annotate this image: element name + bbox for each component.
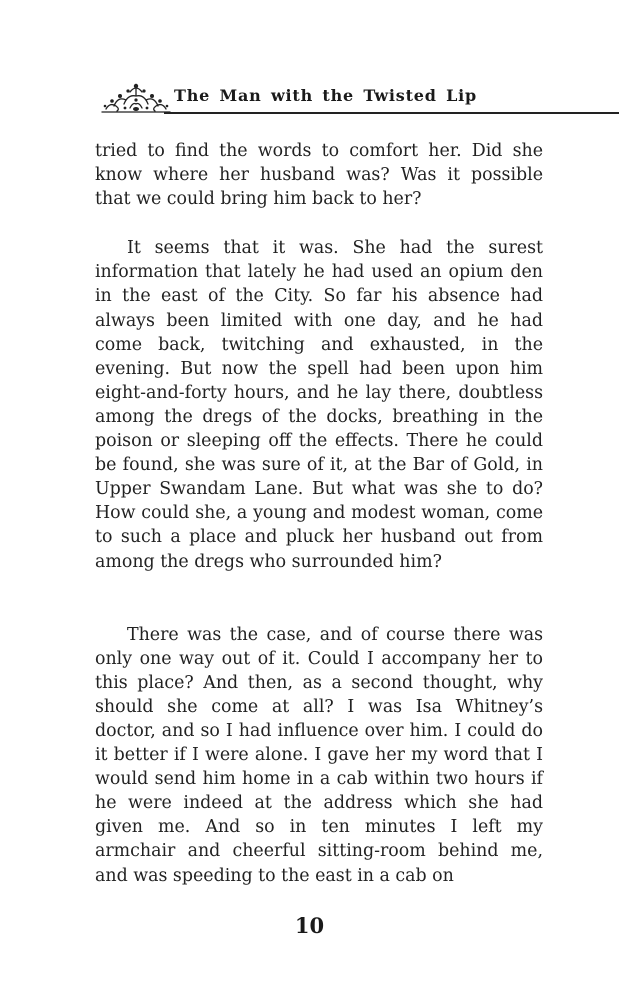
paragraph-3: There was the case, and of course there was only one way out of it. Could I accompany her to this place? And then, as a second thought, why should she come at all? I was Isa Whitney’s doctor, and so I had influence over him. I could do it better if I were alone. I gave her my word that I would send him home in a cab within two hours if he were indeed at the address which she had given me. And so in ten minutes I left my armchair and cheerful sitting-room behind me, and was speeding to the east in a cab on <box>95 624 543 886</box>
floral-ornament-icon <box>100 82 172 116</box>
page-number: 10 <box>294 913 325 938</box>
header-rule <box>164 112 619 114</box>
paragraph-gap <box>95 211 543 236</box>
paragraph-1: tried to find the words to comfort her. Did she know where her husband was? Was it possible that we could bring him back to her? <box>95 141 543 210</box>
page-body <box>95 139 543 888</box>
paragraph-gap <box>95 574 543 623</box>
running-header <box>100 82 619 116</box>
running-title: The Man with the Twisted Lip <box>174 86 478 105</box>
paragraph-2: It seems that it was. She had the surest information that lately he had used an opium den in the east of the City. So far his absence had always been limited with one day, and he had come back, twitching and exhausted, in the evening. But now the spell had been upon him eight-and-forty hours, and he lay there, doubtless among the dregs of the docks, breathing in the poison or sleeping off the effects. There he could be found, she was sure of it, at the Bar of Gold, in Upper Swandam Lane. But what was she to do? How could she, a young and modest woman, come to such a place and pluck her husband out from among the dregs who surrounded him? <box>95 238 543 572</box>
